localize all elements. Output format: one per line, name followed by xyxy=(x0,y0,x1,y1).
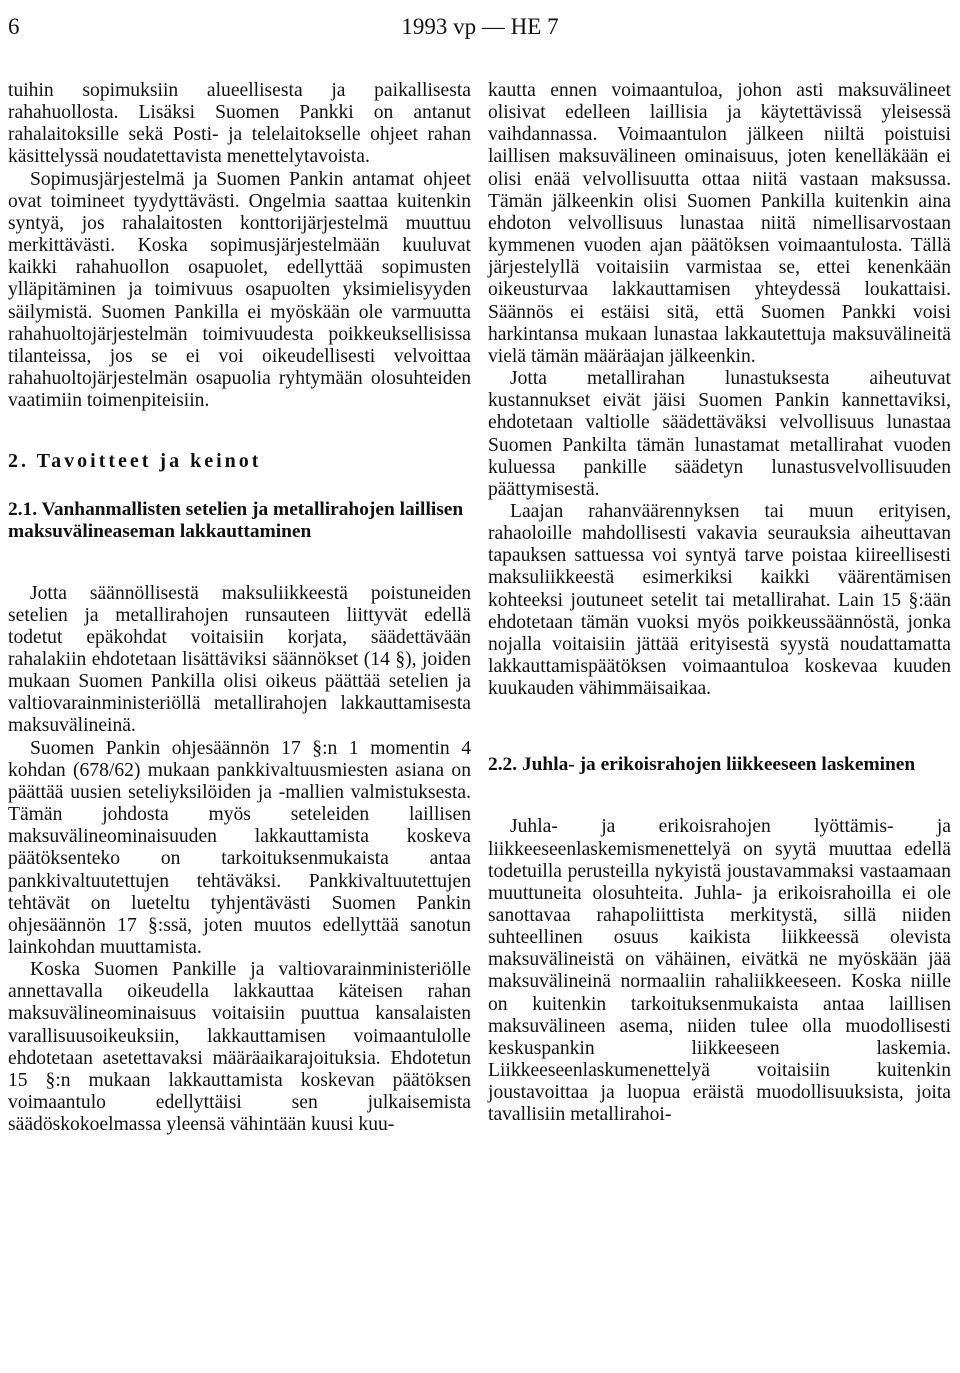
running-title: 1993 vp — HE 7 xyxy=(401,14,559,39)
subheading xyxy=(8,499,471,543)
subheading xyxy=(488,754,951,776)
subheading-number: 2.2. xyxy=(488,754,518,776)
section-heading: 2. Tavoitteet ja keinot xyxy=(8,450,262,473)
right-column xyxy=(488,80,951,1127)
left-column xyxy=(8,80,471,1136)
paragraph: Koska Suomen Pankille ja valtiovarainministeriölle annettavalla oikeudella lakkauttaa käteisen rahan maksuvälineominaisuus voitaisiin puuttua kansalaisten varallisuusoikeuksiin, lakkauttamisen voimaantulolle ehdotetaan asetettavaksi määräaikarajoituksia. Ehdotetun 15 §:n mukaan lakkauttamista koskevan päätöksen voimaantulo edellyttäisi sen julkaisemista säädöskokoelmassa yleensä vähintään kuusi kuu- xyxy=(8,959,471,1136)
paragraph: Jotta metallirahan lunastuksesta aiheutuvat kustannukset eivät jäisi Suomen Pankin kannettaviksi, ehdotetaan valtiolle säädettäväksi velvollisuus lunastaa Suomen Pankilta tämän lunastamat metallirahat vuoden kuluessa pankille säädetyn lunastusvelvollisuuden päättymisestä. xyxy=(488,368,951,500)
subheading-text: Juhla- ja erikoisrahojen liikkeeseen laskeminen xyxy=(521,754,916,776)
paragraph: tuihin sopimuksiin alueellisesta ja paikallisesta rahahuollosta. Lisäksi Suomen Pankki on antanut rahalaitoksille sekä Posti- ja telelaitokselle ohjeet rahan käsittelyssä noudatettavista menettelytavoista. xyxy=(8,80,471,168)
subheading-text: Vanhanmallisten setelien ja metallirahojen laillisen maksuvälineaseman lakkauttaminen xyxy=(8,498,464,542)
paragraph: Jotta säännöllisestä maksuliikkeestä poistuneiden setelien ja metallirahojen runsauteen liittyvät edellä todetut epäkohdat voitaisiin korjata, säädettävään rahalakiin ehdotetaan lisättäviksi säännökset (14 §), joiden mukaan Suomen Pankilla olisi oikeus päättää setelien ja valtiovarainministeriöllä metallirahojen lakkauttamisesta maksuvälineinä. xyxy=(8,582,471,737)
paragraph: Suomen Pankin ohjesäännön 17 §:n 1 momentin 4 kohdan (678/62) mukaan pankkivaltuusmiesten asiana on päättää uusien seteliyksilöiden ja -mallien valmistuksesta. Tämän johdosta myös seteleiden laillisen maksuvälineominaisuuden lakkauttamista koskeva päätöksenteko on tarkoituksenmukaista antaa pankkivaltuutettujen tehtäväksi. Pankkivaltuutettujen tehtävät on lueteltu tyhjentävästi Suomen Pankin ohjesäännön 17 §:ssä, joten muutos edellyttää sanotun lainkohdan muuttamista. xyxy=(8,737,471,958)
paragraph: kautta ennen voimaantuloa, johon asti maksuvälineet olisivat edelleen laillisia ja käytettävissä yleisessä vaihdannassa. Voimaantulon jälkeen niiltä poistuisi laillisen maksuvälineen ominaisuus, joten kenelläkään ei olisi enää velvollisuutta ottaa niitä vastaan maksussa. Tämän jälkeenkin olisi Suomen Pankilla kuitenkin aina ehdoton velvollisuus lunastaa niitä nimellisarvostaan kymmenen vuoden ajan päätöksen voimaantulosta. Tällä järjestelyllä voitaisiin varmistaa se, ettei kenenkään oikeusturvaa lakkauttamisen yhteydessä loukattaisi. Säännös ei estäisi sitä, että Suomen Pankki voisi harkintansa mukaan lunastaa lakkautettuja maksuvälineitä vielä tämän määräajan jälkeenkin. xyxy=(488,80,951,367)
subheading-number: 2.1. xyxy=(8,498,38,520)
paragraph: Laajan rahanväärennyksen tai muun erityisen, rahaoloille mahdollisesti vakavia seurauksia aiheuttavan tapauksen sattuessa voi syntyä tarve poistaa kiireellisesti maksuliikkeestä esimerkiksi kaikki väärentämisen kohteeksi joutuneet setelit tai metallirahat. Lain 15 §:ään ehdotetaan tämän vuoksi myös poikkeussäännöstä, jonka nojalla voitaisiin jättää erityisestä syystä noudattamatta lakkauttamispäätöksen voimaantuloa koskevaa kuuden kuukauden vähimmäisaikaa. xyxy=(488,500,951,700)
page-header xyxy=(8,14,952,54)
paragraph: Juhla- ja erikoisrahojen lyöttämis- ja liikkeeseenlaskemismenettelyä on syytä muuttaa edellä todetuilla perusteilla nykyistä joustavammaksi vastaamaan muuttuneita olosuhteita. Juhla- ja erikoisrahoilla ei ole sanottavaa rahapoliittista merkitystä, sillä niiden suhteellinen osuus kaikista liikkeessä olevista maksuvälineistä on vähäinen, eivätkä ne myöskään jää maksuvälineinä normaaliin rahaliikkeeseen. Koska niille on kuitenkin tarkoituksenmukaista antaa laillisen maksuvälineen asema, niiden tulee olla muodollisesti keskuspankin liikkeeseen laskemia. Liikkeeseenlaskumenettelyä voitaisiin kuitenkin joustavoittaa ja luopua eräistä muodollisuuksista, joita tavallisiin metallirahoi- xyxy=(488,816,951,1126)
paragraph: Sopimusjärjestelmä ja Suomen Pankin antamat ohjeet ovat toimineet tyydyttävästi. Ongelmia saattaa kuitenkin syntyä, jos rahalaitosten konttorijärjestelmä muuttuu merkittävästi. Koska sopimusjärjestelmään kuuluvat kaikki rahahuollon osapuolet, edellyttää sopimusten ylläpitäminen ja toimivuus osapuolten yksimielisyyden säilymistä. Suomen Pankilla ei myöskään ole varmuutta rahahuoltojärjestelmän toimivuudesta poikkeuksellisissa tilanteissa, jos se ei voi oikeudellisesti velvoittaa rahahuoltojärjestelmän osapuolia ryhtymään olosuhteiden vaatimiin toimenpiteisiin. xyxy=(8,168,471,412)
page-number: 6 xyxy=(8,14,20,39)
